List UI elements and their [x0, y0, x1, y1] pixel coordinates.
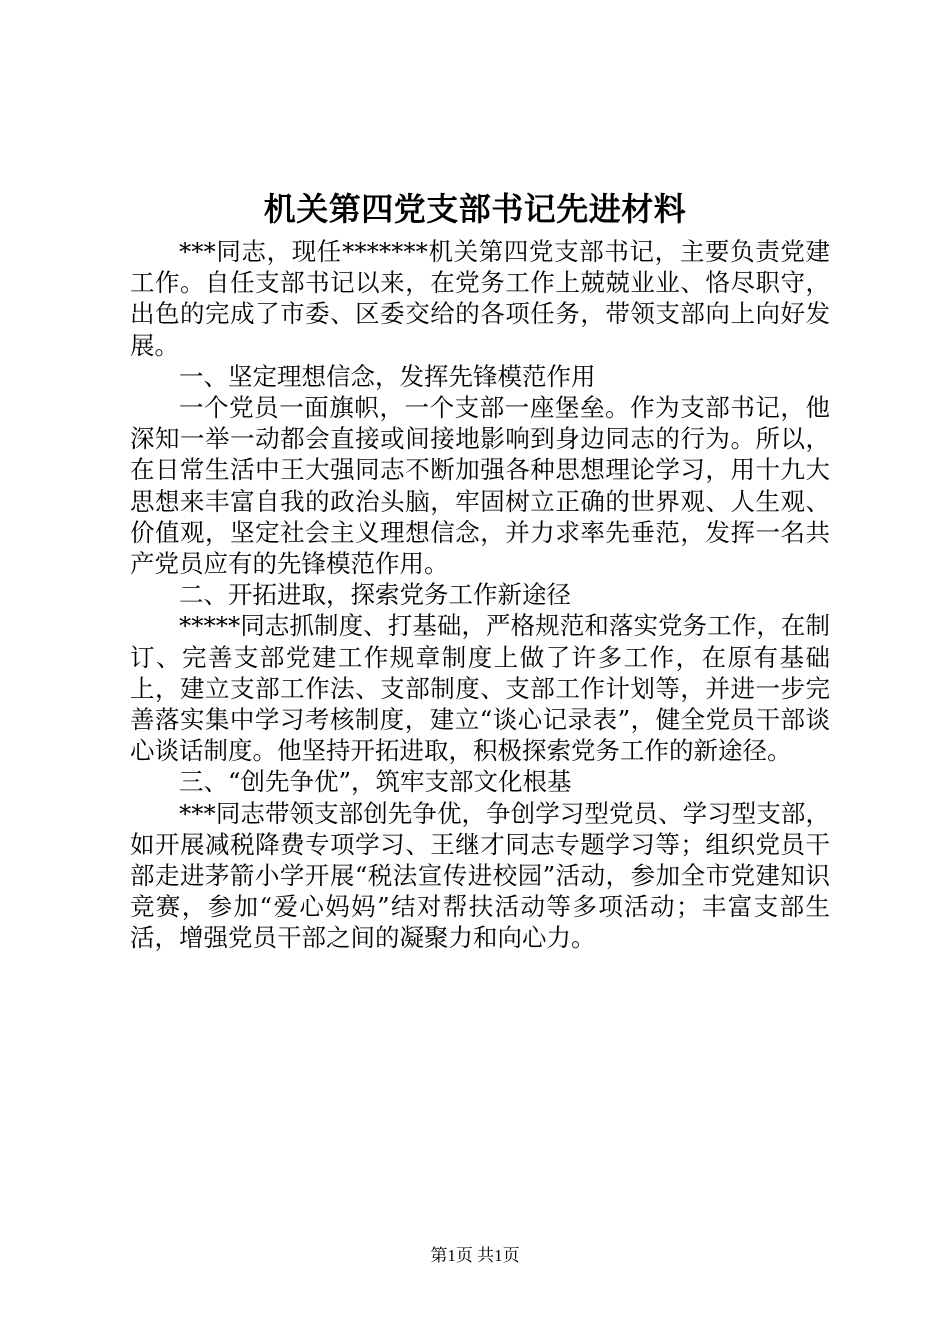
paragraph-section-1: 一个党员一面旗帜，一个支部一座堡垒。作为支部书记，他深知一举一动都会直接或间接地影响到身边同志的行为。所以，在日常生活中王大强同志不断加强各种思想理论学习，用十九大思想来丰富自我的政治头脑，牢固树立正确的世界观、人生观、价值观，坚定社会主义理想信念，并力求率先垂范，发挥一名共产党员应有的先锋模范作用。	[130, 393, 830, 579]
document-body	[130, 236, 830, 954]
document-title: 机关第四党支部书记先进材料	[263, 190, 687, 228]
section-heading-2: 二、开拓进取，探索党务工作新途径	[179, 580, 571, 610]
paragraph-section-3: ***同志带领支部创先争优，争创学习型党员、学习型支部，如开展减税降费专项学习、王继才同志专题学习等；组织党员干部走进茅箭小学开展“税法宣传进校园”活动，参加全市党建知识竞赛，参加“爱心妈妈”结对帮扶活动等多项活动；丰富支部生活，增强党员干部之间的凝聚力和向心力。	[130, 798, 830, 953]
section-heading-1: 一、坚定理想信念，发挥先锋模范作用	[179, 361, 596, 391]
paragraph-intro: ***同志，现任*******机关第四党支部书记，主要负责党建工作。自任支部书记以来，在党务工作上兢兢业业、恪尽职守，出色的完成了市委、区委交给的各项任务，带领支部向上向好发展。	[130, 237, 830, 360]
page-footer: 第1页 共1页	[430, 1246, 520, 1265]
paragraph-section-2: *****同志抓制度、打基础，严格规范和落实党务工作，在制订、完善支部党建工作规章制度上做了许多工作，在原有基础上，建立支部工作法、支部制度、支部工作计划等，并进一步完善落实集中学习考核制度，建立“谈心记录表”，健全党员干部谈心谈话制度。他坚持开拓进取，积极探索党务工作的新途径。	[130, 611, 830, 766]
section-heading-3: 三、“创先争优”，筑牢支部文化根基	[179, 767, 572, 797]
